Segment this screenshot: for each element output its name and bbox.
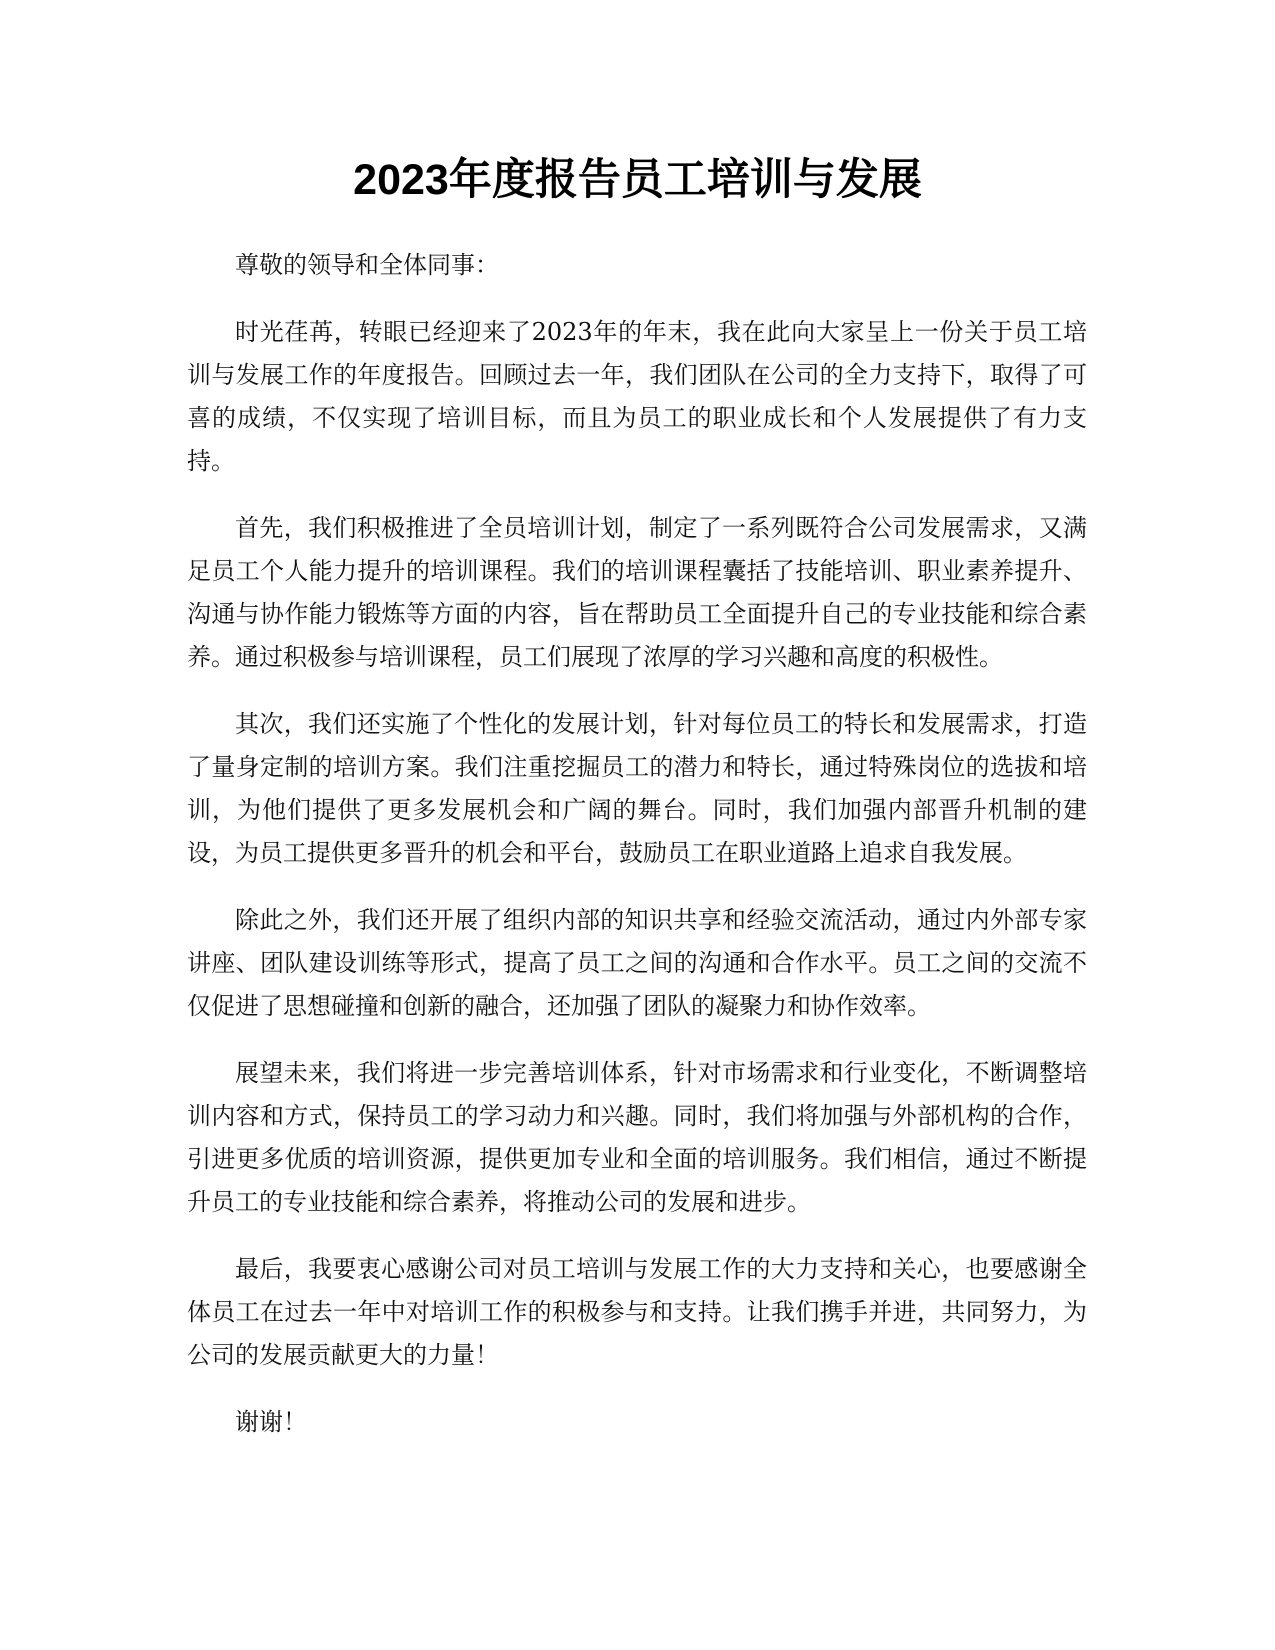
paragraph-intro: 时光荏苒，转眼已经迎来了2023年的年末，我在此向大家呈上一份关于员工培训与发展工作的年度报告。回顾过去一年，我们团队在公司的全力支持下，取得了可喜的成绩，不仅实现了培训目标，而且为员工的职业成长和个人发展提供了有力支持。 — [187, 318, 1087, 475]
closing: 谢谢！ — [235, 1408, 307, 1436]
paragraph-knowledge-sharing: 除此之外，我们还开展了组织内部的知识共享和经验交流活动，通过内外部专家讲座、团队建设训练等形式，提高了员工之间的沟通和合作水平。员工之间的交流不仅促进了思想碰撞和创新的融合，还加强了团队的凝聚力和协作效率。 — [187, 906, 1087, 1020]
paragraph-outlook: 展望未来，我们将进一步完善培训体系，针对市场需求和行业变化，不断调整培训内容和方式，保持员工的学习动力和兴趣。同时，我们将加强与外部机构的合作，引进更多优质的培训资源，提供更加专业和全面的培训服务。我们相信，通过不断提升员工的专业技能和综合素养，将推动公司的发展和进步。 — [187, 1059, 1087, 1216]
salutation: 尊敬的领导和全体同事： — [235, 251, 499, 279]
paragraph-thanks: 最后，我要衷心感谢公司对员工培训与发展工作的大力支持和关心，也要感谢全体员工在过去一年中对培训工作的积极参与和支持。让我们携手并进，共同努力，为公司的发展贡献更大的力量！ — [187, 1255, 1087, 1369]
document-title: 2023年度报告员工培训与发展 — [353, 156, 922, 204]
document-body — [187, 244, 1087, 1444]
paragraph-development-plan: 其次，我们还实施了个性化的发展计划，针对每位员工的特长和发展需求，打造了量身定制的培训方案。我们注重挖掘员工的潜力和特长，通过特殊岗位的选拔和培训，为他们提供了更多发展机会和广阔的舞台。同时，我们加强内部晋升机制的建设，为员工提供更多晋升的机会和平台，鼓励员工在职业道路上追求自我发展。 — [187, 710, 1087, 867]
paragraph-training-plan: 首先，我们积极推进了全员培训计划，制定了一系列既符合公司发展需求，又满足员工个人能力提升的培训课程。我们的培训课程囊括了技能培训、职业素养提升、沟通与协作能力锻炼等方面的内容，旨在帮助员工全面提升自己的专业技能和综合素养。通过积极参与培训课程，员工们展现了浓厚的学习兴趣和高度的积极性。 — [187, 514, 1087, 671]
